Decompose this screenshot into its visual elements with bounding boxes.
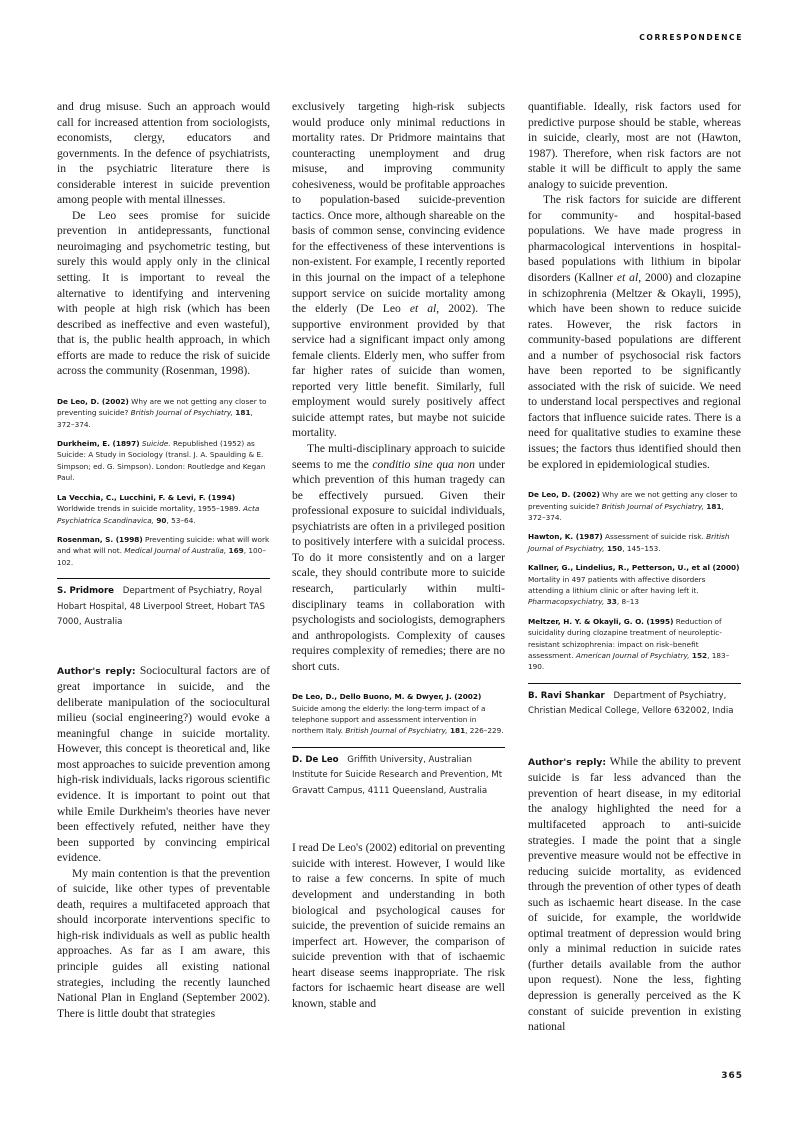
reference-item: Durkheim, E. (1897) Suicide. Republished (1952) as Suicide: A Study in Sociology (transl. J. A. Spaulding & E. Simpson; ed. G. Simpson). London: Routledge and Kegan Paul. — [57, 439, 266, 483]
column-2 — [292, 99, 505, 1011]
author-name: D. De Leo — [292, 754, 339, 765]
paragraph: De Leo sees promise for suicide prevention in antidepressants, functional neuroimaging and psychometric testing, but surely this would apply only in the clinical setting. It is important to reveal the alternative to identifying and intervening with people at high risk (which has been described as ineffective and even wasteful), that is, the public health approach, in which efforts are made to reduce the risk of suicide across the community (Rosenman, 1998). — [57, 208, 270, 378]
reference-item: De Leo, D. (2002) Why are we not getting any closer to preventing suicide? British Journal of Psychiatry, 181, 372–374. — [57, 396, 267, 429]
paragraph: quantifiable. Ideally, risk factors used for predictive purpose should be stable, whereas in suicide, clearly, most are not (Hawton, 1987). Therefore, when risk factors are not stable it will be difficult to apply the same analogy to suicide prevention. — [528, 100, 741, 191]
reference-item: Meltzer, H. Y. & Okayli, G. O. (1995) Reduction of suicidality during clozapine treatment of neuroleptic-resistant schizophrenia: impact on risk–benefit assessment. American Journal of Psychiatry, 152, 183–190. — [528, 616, 730, 672]
author-address: Griffith University, Australian Institute for Suicide Research and Prevention, Mt Gravatt Campus, 4111 Queensland, Australia — [292, 754, 503, 796]
paragraph: My main contention is that the prevention of suicide, like other types of preventable death, requires a multifaceted approach that should incorporate interventions specific to high-risk individuals as well as public health approaches. As far as I am aware, this principle guides all existing national strategies, including the recently launched National Plan in England (September 2002). There is little doubt that strategies — [57, 866, 270, 1020]
paragraph: and drug misuse. Such an approach would call for increased attention from sociologists, economists, clergy, educators and governments. In the defence of psychiatrists, in the psychiatric literature there is considerable interest in suicide prevention among people with mental illnesses. — [57, 100, 270, 207]
section-header: CORRESPONDENCE — [639, 33, 743, 42]
author-reply-paragraph: Author's reply: Sociocultural factors are of great importance in suicide, and the deliberate manipulation of the sociocultural milieu (social engineering?) would evoke a meaningful change in suicide mortality. However, this concept is theoretical and, like most approaches to suicide prevention among high-risk individuals, lacks rigorous scientific evidence. It is important to point out that while Emile Durkheim's theories have never been effectively refuted, neither have they been supported by convincing empirical evidence. — [57, 663, 271, 865]
author-reply-label: Author's reply: — [528, 756, 607, 768]
author-name: S. Pridmore — [57, 586, 115, 597]
reference-item: De Leo, D., Dello Buono, M. & Dwyer, J. (2002) Suicide among the elderly: the long-term impact of a telephone support and assessment intervention in northern Italy. British Journal of Psychiatry, 181, 226–229. — [292, 692, 504, 736]
column-3 — [528, 99, 741, 1035]
author-reply-paragraph: Author's reply: While the ability to prevent suicide is far less advanced than the prevention of heart disease, in my editorial the analogy highlighted the need for a multifaceted approach to anti-suicide strategies. I made the point that a single preventive measure would not be effective in reducing suicide mortality, as evidenced through the prevention of other types of death such as ischaemic heart disease. In the case of suicide, for example, the worldwide optimal treatment of depression would bring only a minimal reduction in suicide rates (further details available from the author upon request). None the less, fighting depression is generally perceived as the K constant of suicide prevention in existing national — [528, 754, 742, 1034]
reference-item: Kallner, G., Lindelius, R., Petterson, U., et al (2000) Mortality in 497 patients with affective disorders attending a lithium clinic or after having left it. Pharmacopsychiatry, 33, 8–13 — [528, 563, 740, 607]
letter-paragraph: I read De Leo's (2002) editorial on preventing suicide with interest. However, I would like to raise a few concerns. In spite of much development and understanding in both biological and psychological causes for suicide, the prevention of suicide remains an imperfect art. However, the comparison of suicide prevention with that of ischaemic heart disease seems inappropriate. The risk factors for ischaemic heart disease are well known, stable and — [292, 841, 505, 1010]
paragraph: exclusively targeting high-risk subjects would produce only minimal reductions in mortality rates. Dr Pridmore maintains that counteracting unemployment and drug misuse, and improving community cohesiveness, would be profitable approaches to population-based suicide-prevention tactics. Once more, although shareable on the basis of common sense, convincing evidence for the effectiveness of these interventions is non-existent. For example, I recently reported in this journal on the impact of a telephone support service on suicide mortality among the elderly (De Leo et al, 2002). The supportive environment provided by that service had a significant impact only among female clients. Elderly men, who suffer from far higher rates of suicide than women, reported very little benefit. Similarly, full employment would surely positively affect suicide attempt rates, but maybe not suicide mortality. — [292, 100, 505, 440]
column-1 — [57, 99, 270, 1021]
reference-item: Rosenman, S. (1998) Preventing suicide: what will work and what will not. Medical Journal of Australia, 169, 100–102. — [57, 534, 270, 567]
author-reply-label: Author's reply: — [57, 665, 136, 677]
author-name: B. Ravi Shankar — [528, 690, 605, 701]
author-address: Department of Psychiatry, Christian Medical College, Vellore 632002, India — [528, 690, 734, 717]
paragraph: The multi-disciplinary approach to suicide seems to me the conditio sine qua non under which prevention of this human tragedy can be effectively pursued. Given their professional exposure to suicidal individuals, psychiatrists are often in a privileged position to positively interfere with a suicidal process. To do it more consistently and on a larger scale, they should contribute more to suicide research, particularly within multi-disciplinary teams in collaboration with psychologists and sociologists, demographers and anthropologists. Complexity of causes requires complexity of remedies; there are no short cuts. — [292, 442, 505, 673]
paragraph: The risk factors for suicide are different for community- and hospital-based populations. We have made progress in pharmacological interventions in hospital-based populations with lithium in bipolar disorders (Kallner et al, 2000) and clozapine in schizophrenia (Meltzer & Okayli, 1995), which have been shown to reduce suicide rates. However, the risk factors in community-based populations are different and a number of psychosocial risk factors have been reported to be significantly associated with the risk of suicide. We need to understand local perspectives and regional factors that influence suicide rates. There is a need for qualitative studies to examine these issues; the factors thus identified should then be explored in epidemiological studies. — [528, 193, 741, 471]
reference-list — [528, 489, 741, 673]
reference-item: Hawton, K. (1987) Assessment of suicide risk. British Journal of Psychiatry, 150, 145–153. — [528, 532, 730, 553]
reference-list — [292, 691, 505, 737]
author-affiliation — [292, 747, 505, 800]
reference-item: De Leo, D. (2002) Why are we not getting any closer to preventing suicide? British Journal of Psychiatry, 181, 372–374. — [528, 490, 738, 522]
page-number: 365 — [721, 1071, 743, 1081]
author-address: Department of Psychiatry, Royal Hobart Hospital, 48 Liverpool Street, Hobart TAS 7000, Australia — [57, 586, 266, 628]
author-affiliation — [528, 683, 741, 720]
reference-list — [57, 396, 270, 568]
reference-item: La Vecchia, C., Lucchini, F. & Levi, F. (1994) Worldwide trends in suicide mortality, 1955–1989. Acta Psychiatrica Scandinavica, 90, 53–64. — [57, 492, 260, 525]
author-affiliation — [57, 578, 270, 631]
